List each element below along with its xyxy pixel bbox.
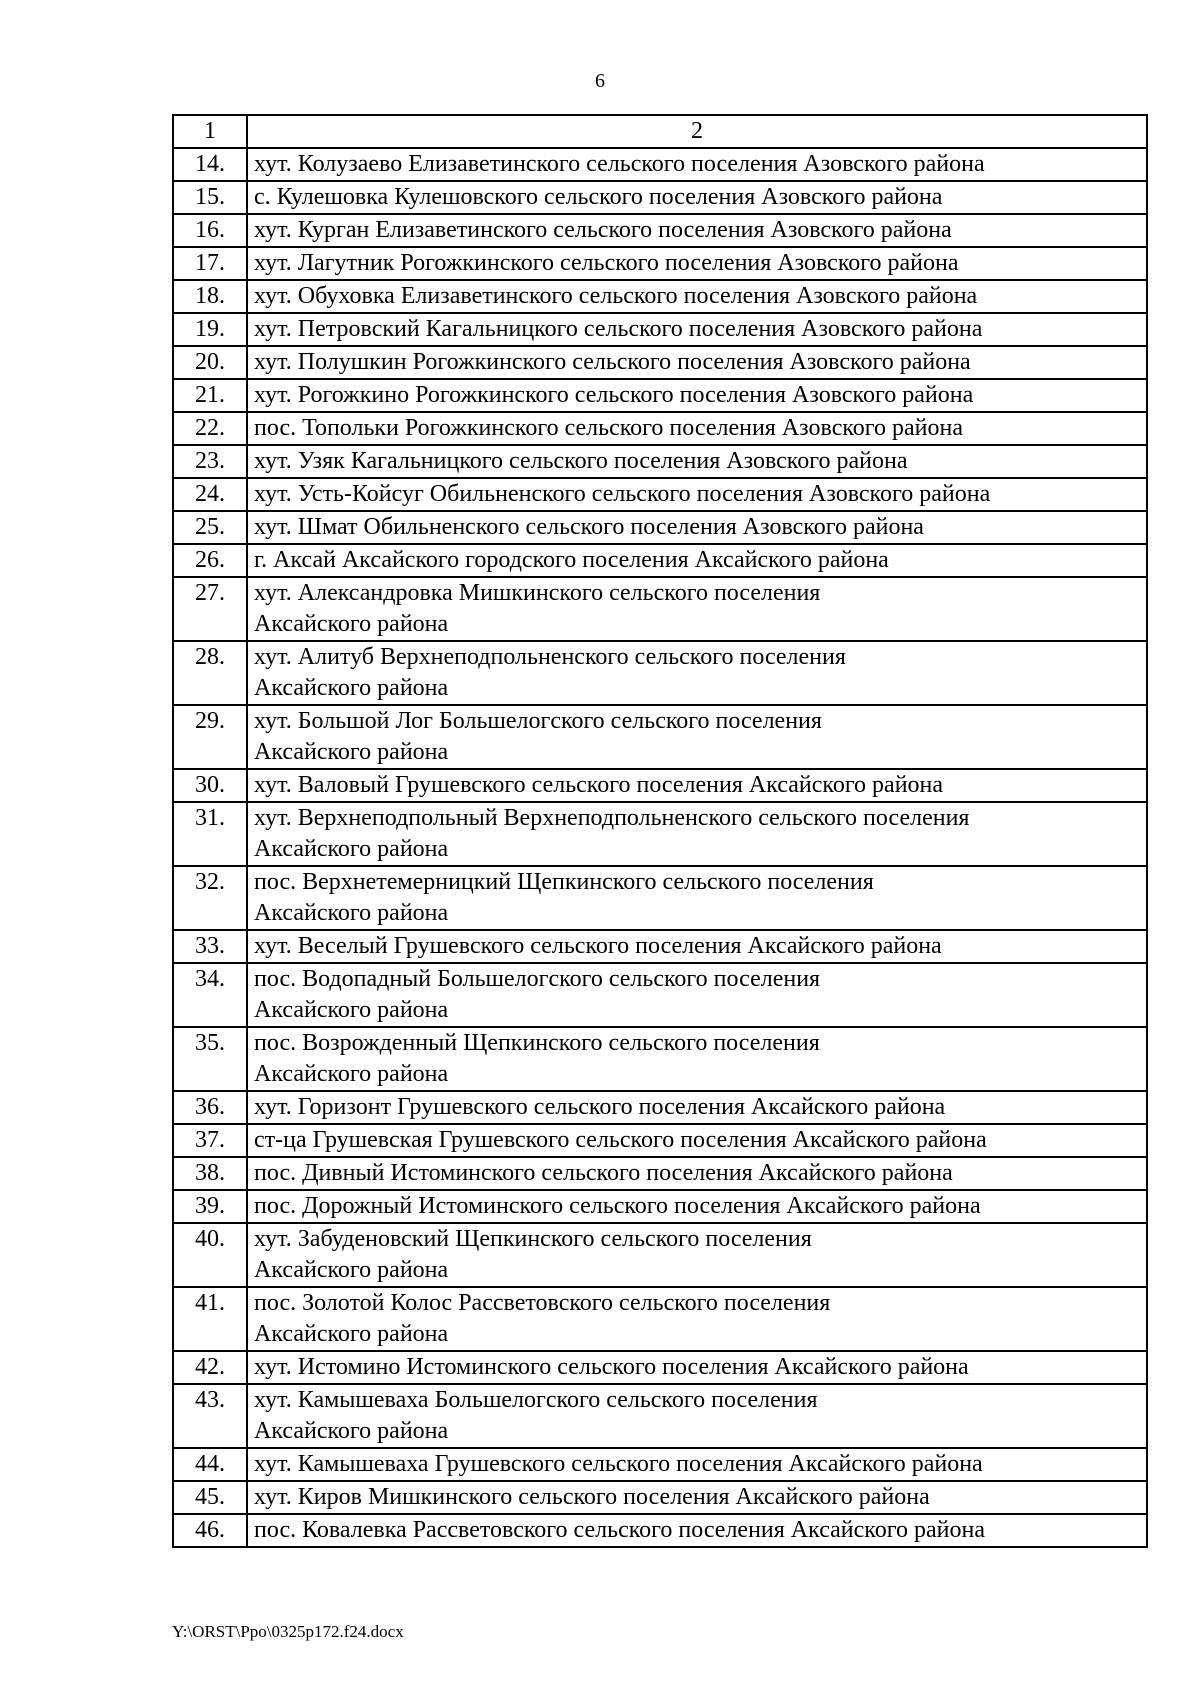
row-number: 16. [173,214,247,247]
settlement-name [247,1124,1147,1157]
settlement-name-line: хут. Валовый Грушевского сельского поселения Аксайского района [254,772,944,798]
row-number: 26. [173,544,247,577]
settlement-name [247,1091,1147,1124]
settlement-name [247,478,1147,511]
row-number: 14. [173,148,247,181]
file-path-footer: Y:\ORST\Ppo\0325p172.f24.docx [172,1622,404,1641]
table-row [173,181,1147,214]
settlement-name-line: Аксайского района [254,900,449,926]
settlement-name-line: хут. Александровка Мишкинского сельского поселения [254,580,821,606]
settlement-name [247,1384,1147,1448]
settlement-name-line: г. Аксай Аксайского городского поселения Аксайского района [254,547,889,573]
table-row [173,313,1147,346]
header-cell-name: 2 [247,115,1147,148]
row-number: 23. [173,445,247,478]
row-number: 32. [173,866,247,930]
table-row [173,544,1147,577]
table-row [173,641,1147,705]
settlements-table [172,114,1148,1548]
row-number: 34. [173,963,247,1027]
row-number: 30. [173,769,247,802]
settlement-name-line: хут. Веселый Грушевского сельского поселения Аксайского района [254,933,942,959]
row-number: 38. [173,1157,247,1190]
settlement-name [247,1027,1147,1091]
settlement-name-line: хут. Истомино Истоминского сельского поселения Аксайского района [254,1354,969,1380]
settlement-name-line: хут. Киров Мишкинского сельского поселения Аксайского района [254,1484,930,1510]
row-number: 15. [173,181,247,214]
table-row [173,1448,1147,1481]
settlement-name [247,346,1147,379]
settlement-name [247,1351,1147,1384]
settlement-name-line: хут. Шмат Обильненского сельского поселения Азовского района [254,514,924,540]
settlement-name-line: Аксайского района [254,1418,449,1444]
settlement-name [247,1514,1147,1547]
settlement-name-line: Аксайского района [254,1061,449,1087]
row-number: 18. [173,280,247,313]
table-row [173,1091,1147,1124]
table-row [173,1223,1147,1287]
table-row [173,1481,1147,1514]
row-number: 45. [173,1481,247,1514]
settlement-name [247,1287,1147,1351]
settlement-name [247,1190,1147,1223]
row-number: 43. [173,1384,247,1448]
row-number: 35. [173,1027,247,1091]
settlement-name-line: хут. Узяк Кагальницкого сельского поселения Азовского района [254,448,908,474]
settlement-name-line: хут. Алитуб Верхнеподпольненского сельского поселения [254,644,846,670]
settlement-name-line: Аксайского района [254,836,449,862]
settlement-name [247,247,1147,280]
table-row [173,1287,1147,1351]
settlement-name-line: хут. Курган Елизаветинского сельского поселения Азовского района [254,217,952,243]
table-row [173,148,1147,181]
table-row [173,445,1147,478]
table-row [173,1351,1147,1384]
table-row [173,1157,1147,1190]
settlement-name-line: хут. Петровский Кагальницкого сельского поселения Азовского района [254,316,983,342]
settlement-name [247,181,1147,214]
table-row [173,705,1147,769]
row-number: 36. [173,1091,247,1124]
table-row [173,247,1147,280]
row-number: 25. [173,511,247,544]
settlement-name [247,412,1147,445]
settlement-name-line: хут. Обуховка Елизаветинского сельского поселения Азовского района [254,283,978,309]
settlement-name-line: пос. Золотой Колос Рассветовского сельского поселения [254,1290,831,1316]
settlement-name [247,313,1147,346]
table-row [173,1514,1147,1547]
row-number: 46. [173,1514,247,1547]
settlement-name [247,1223,1147,1287]
settlement-name-line: пос. Верхнетемерницкий Щепкинского сельского поселения [254,869,874,895]
settlement-name [247,1157,1147,1190]
table-row [173,577,1147,641]
settlement-name-line: с. Кулешовка Кулешовского сельского поселения Азовского района [254,184,943,210]
table-header-row [173,115,1147,148]
table-row [173,379,1147,412]
row-number: 42. [173,1351,247,1384]
table-row [173,412,1147,445]
table-row [173,802,1147,866]
settlement-name [247,769,1147,802]
settlement-name-line: хут. Полушкин Рогожкинского сельского поселения Азовского района [254,349,971,375]
settlement-name-line: хут. Камышеваха Большелогского сельского поселения [254,1387,818,1413]
settlement-name-line: пос. Дорожный Истоминского сельского поселения Аксайского района [254,1193,981,1219]
settlement-name [247,379,1147,412]
row-number: 37. [173,1124,247,1157]
settlement-name-line: Аксайского района [254,611,449,637]
settlement-name-line: пос. Водопадный Большелогского сельского поселения [254,966,821,992]
settlement-name-line: пос. Дивный Истоминского сельского поселения Аксайского района [254,1160,953,1186]
page-number: 6 [595,70,605,92]
settlement-name [247,802,1147,866]
settlement-name-line: хут. Камышеваха Грушевского сельского поселения Аксайского района [254,1451,983,1477]
row-number: 44. [173,1448,247,1481]
settlement-name [247,544,1147,577]
settlement-name [247,963,1147,1027]
table-row [173,511,1147,544]
settlement-name-line: пос. Возрожденный Щепкинского сельского поселения [254,1030,820,1056]
settlement-name-line: Аксайского района [254,1321,449,1347]
settlement-name-line: пос. Ковалевка Рассветовского сельского поселения Аксайского района [254,1517,985,1543]
settlement-name [247,445,1147,478]
table-row [173,930,1147,963]
table-row [173,1384,1147,1448]
row-number: 28. [173,641,247,705]
table-row [173,1124,1147,1157]
row-number: 19. [173,313,247,346]
table-row [173,1190,1147,1223]
table-row [173,963,1147,1027]
row-number: 31. [173,802,247,866]
settlement-name-line: Аксайского района [254,997,449,1023]
header-cell-number: 1 [173,115,247,148]
settlement-name [247,280,1147,313]
settlement-name-line: хут. Забуденовский Щепкинского сельского поселения [254,1226,812,1252]
settlement-name [247,214,1147,247]
settlement-name-line: хут. Верхнеподпольный Верхнеподпольненского сельского поселения [254,805,970,831]
settlement-name [247,641,1147,705]
settlement-name-line: ст-ца Грушевская Грушевского сельского поселения Аксайского района [254,1127,987,1153]
settlement-name [247,511,1147,544]
settlement-name-line: хут. Усть-Койсуг Обильненского сельского поселения Азовского района [254,481,991,507]
settlement-name [247,1448,1147,1481]
settlement-name [247,866,1147,930]
table-row [173,214,1147,247]
table-row [173,478,1147,511]
row-number: 39. [173,1190,247,1223]
settlement-name [247,930,1147,963]
table-row [173,769,1147,802]
settlement-name-line: хут. Горизонт Грушевского сельского поселения Аксайского района [254,1094,946,1120]
row-number: 33. [173,930,247,963]
settlement-name [247,577,1147,641]
row-number: 22. [173,412,247,445]
table-body [173,115,1147,1547]
row-number: 17. [173,247,247,280]
settlement-name-line: Аксайского района [254,1257,449,1283]
table-row [173,1027,1147,1091]
row-number: 21. [173,379,247,412]
settlement-name-line: хут. Лагутник Рогожкинского сельского поселения Азовского района [254,250,959,276]
row-number: 24. [173,478,247,511]
table-row [173,280,1147,313]
settlement-name [247,705,1147,769]
row-number: 40. [173,1223,247,1287]
row-number: 29. [173,705,247,769]
settlement-name-line: пос. Топольки Рогожкинского сельского поселения Азовского района [254,415,964,441]
table-row [173,346,1147,379]
row-number: 20. [173,346,247,379]
table-row [173,866,1147,930]
settlement-name [247,148,1147,181]
row-number: 27. [173,577,247,641]
row-number: 41. [173,1287,247,1351]
settlement-name-line: хут. Рогожкино Рогожкинского сельского поселения Азовского района [254,382,974,408]
settlement-name-line: Аксайского района [254,675,449,701]
settlement-name-line: Аксайского района [254,739,449,765]
settlement-name [247,1481,1147,1514]
settlement-name-line: хут. Колузаево Елизаветинского сельского поселения Азовского района [254,151,985,177]
settlement-name-line: хут. Большой Лог Большелогского сельского поселения [254,708,822,734]
